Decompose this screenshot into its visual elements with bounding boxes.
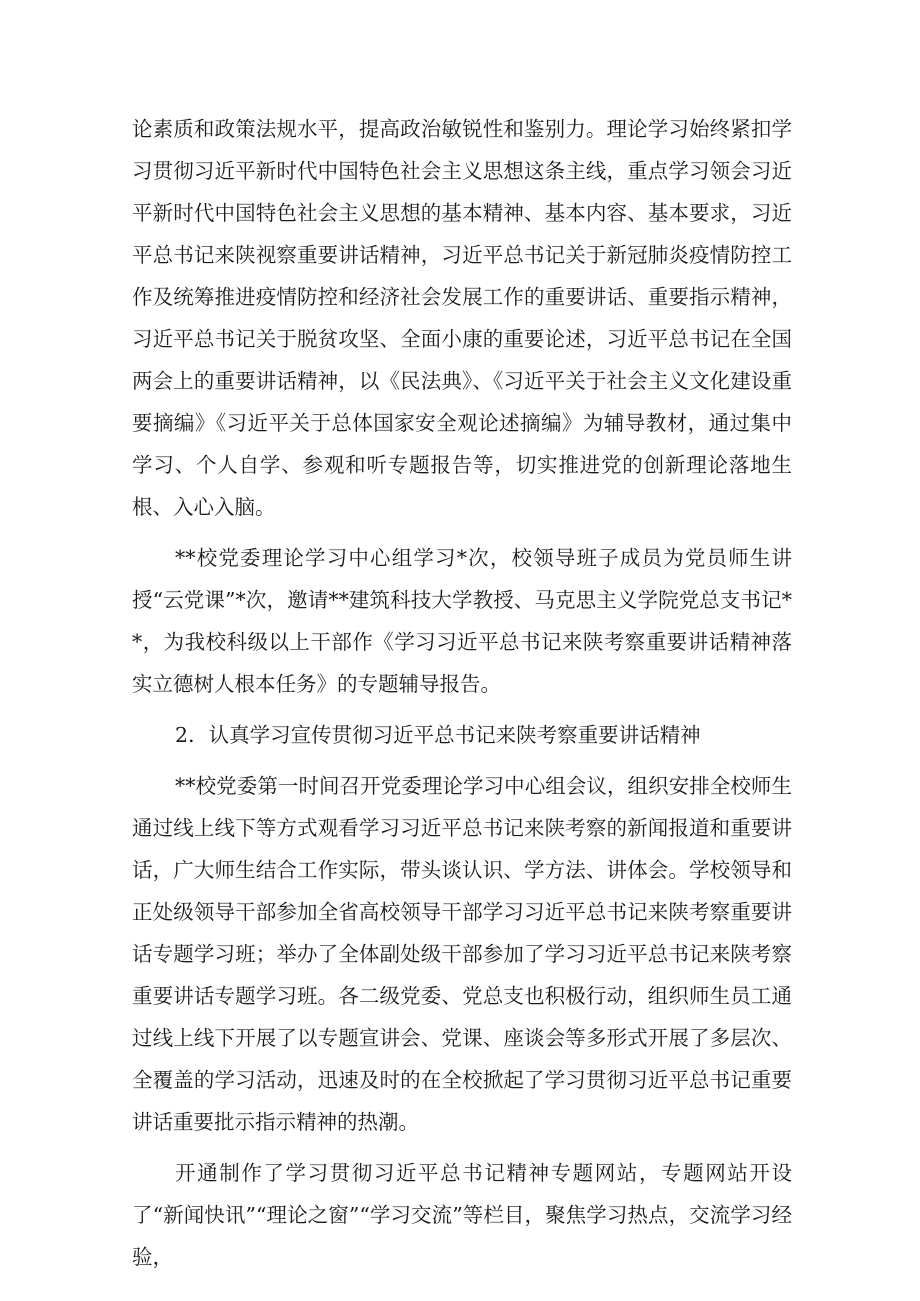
body-paragraph-4: 开通制作了学习贯彻习近平总书记精神专题网站，专题网站开设了“新闻快讯”“理论之窗”“学习交流”等栏目，聚焦学习热点，交流学习经验，: [132, 1161, 792, 1269]
body-paragraph-2: **校党委理论学习中心组学习*次，校领导班子成员为党员师生讲授“云党课”*次，邀请**建筑科技大学教授、马克思主义学院党总支书记**，为我校科级以上干部作《学习习近平总书记来陕考察重要讲话精神落实立德树人根本任务》的专题辅导报告。: [132, 546, 792, 696]
document-body: [132, 108, 792, 1287]
body-paragraph-1: 论素质和政策法规水平，提高政治敏锐性和鉴别力。理论学习始终紧扣学习贯彻习近平新时代中国特色社会主义思想这条主线，重点学习领会习近平新时代中国特色社会主义思想的基本精神、基本内容、基本要求，习近平总书记来陕视察重要讲话精神，习近平总书记关于新冠肺炎疫情防控工作及统筹推进疫情防控和经济社会发展工作的重要讲话、重要指示精神，习近平总书记关于脱贫攻坚、全面小康的重要论述，习近平总书记在全国两会上的重要讲话精神，以《民法典》、《习近平关于社会主义文化建设重要摘编》《习近平关于总体国家安全观论述摘编》为辅导教材，通过集中学习、个人自学、参观和听专题报告等，切实推进党的创新理论落地生根、入心入脑。: [132, 117, 792, 519]
body-paragraph-3: **校党委第一时间召开党委理论学习中心组会议，组织安排全校师生通过线上线下等方式观看学习习近平总书记来陕考察的新闻报道和重要讲话，广大师生结合工作实际，带头谈认识、学方法、讲体会。学校领导和正处级领导干部参加全省高校领导干部学习习近平总书记来陕考察重要讲话专题学习班；举办了全体副处级干部参加了学习习近平总书记来陕考察重要讲话专题学习班。各二级党委、党总支也积极行动，组织师生员工通过线上线下开展了以专题宣讲会、党课、座谈会等多形式开展了多层次、全覆盖的学习活动，迅速及时的在全校掀起了学习贯彻习近平总书记重要讲话重要批示指示精神的热潮。: [132, 774, 792, 1134]
section-heading-2: 2．认真学习宣传贯彻习近平总书记来陕考察重要讲话精神: [175, 723, 701, 747]
